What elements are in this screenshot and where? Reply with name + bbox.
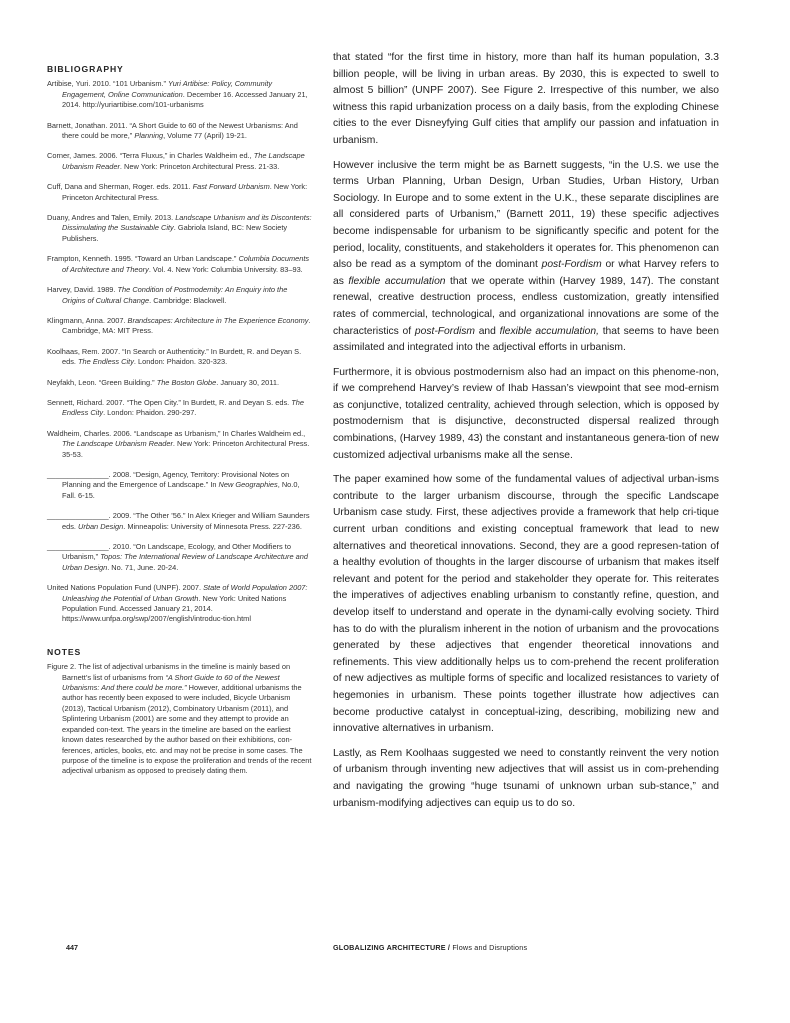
left-column — [47, 64, 312, 777]
bibliography-entry: Barnett, Jonathan. 2011. “A Short Guide to 60 of the Newest Urbanisms: And there could be more,” Planning, Volume 77 (April) 19-21. — [47, 120, 298, 141]
bibliography-entry: Artibise, Yuri. 2010. “101 Urbanism.” Yuri Artibise: Policy, Community Engagement, Online Communication. December 16. Accessed January 21, 2014. http://yuriartibise.com/101-urbanisms — [47, 79, 308, 110]
bibliography-entry: Koolhaas, Rem. 2007. “In Search or Authenticity.” In Burdett, R. and Deyan S. eds. The Endless City. London: Phaidon. 320-323. — [47, 346, 302, 367]
bibliography-entry: _______________. 2008. “Design, Agency, Territory: Provisional Notes on Planning and the Emergence of Landscape.” In New Geographies, No.0, Fall. 6-15. — [47, 469, 300, 500]
note-entry: Figure 2. The list of adjectival urbanisms in the timeline is mainly based on Barnett’s list of urbanisms from “A Short Guide to 60 of the Newest Urbanisms: And there could be more.” However, additional urbanisms the author has recently been exposed to were included, Bicycle Urbanism (2013), Tactical Urbanism (2012), Combinatory Urbanism (2011), and Splintering Urbanism (2001) are some and they attempt to provide an expanded con-text. The years in the timeline are based on the earliest known dates researched by the author based on their exhibitions, con-ferences, articles, books, etc. and may not be precise in some cases. The purpose of the timeline is to expose the proliferation and trends of the recent adjectival urbanism as opposed to precisely dating them. — [47, 662, 312, 776]
bibliography-entry: _______________. 2009. “The Other ’56.” In Alex Krieger and William Saunders eds. Urban Design. Minneapolis: University of Minnesota Press. 227-236. — [47, 511, 310, 531]
bibliography-entry: Corner, James. 2006. “Terra Fluxus,” in Charles Waldheim ed., The Landscape Urbanism Reader. New York: Princeton Architectural Press. 21-33. — [47, 151, 305, 171]
bibliography-entry: Neyfakh, Leon. “Green Building.” The Boston Globe. January 30, 2011. — [47, 377, 279, 387]
bibliography-entry: Duany, Andres and Talen, Emily. 2013. Landscape Urbanism and its Discontents: Dissimulating the Sustainable City. Gabriola Island, BC: New Society Publishers. — [47, 213, 312, 243]
bibliography-entry: Cuff, Dana and Sherman, Roger. eds. 2011. Fast Forward Urbanism. New York: Princeton Architectural Press. — [47, 182, 308, 202]
body-paragraph: However inclusive the term might be as Barnett suggests, “in the U.S. we use the terms Urban Planning, Urban Design, Urban Studies, Urban History, Urban Sociology. In Europe and to some extent in the U.K., these separate disciplines are all considered parts of Urbanism,” (Barnett 2011, 19) these specific adjectives become indispensable for urbanism to be significantly specific and potent for the period, locality, constituents, and stakeholders it operates for. This phenomenon can also be read as a symptom of the dominant post-Fordism or what Harvey refers to as flexible accumulation that we operate within (Harvey 1989, 147). The constant renewal, creative destruction process, endless customization, greatly intensified rates of commercial, technological, and organizational innovations are some of the characteristics of post-Fordism and flexible accumulation, that seems to have been assimilated and integrated into the adjectival efforts in urbanism. — [333, 159, 719, 354]
bibliography-entry: Frampton, Kenneth. 1995. “Toward an Urban Landscape.” Columbia Documents of Architecture and Theory. Vol. 4. New York: Columbia University. 83–93. — [47, 254, 310, 274]
bibliography-entry: United Nations Population Fund (UNPF). 2007. State of World Population 2007: Unleashing the Potential of Urban Growth. New York: United Nations Population Fund. Accessed January 21, 2014. https://www.unfpa.org/swp/2007/english/introduc-tion.html — [47, 583, 308, 624]
body-paragraph: Furthermore, it is obvious postmodernism also had an impact on this phenome-non, if we comprehend Harvey’s review of Ihab Hassan’s viewpoint that see mod-ernism as conjunctive, totalized centrality, achieved through selection, which is opposed by postmodernism that is disjunctive, deconstructed dispersal realized through combinations, (Harvey 1989, 43) the constant and instantaneous genera-tion of new customized adjectival urbanisms make all the sense. — [333, 366, 719, 461]
body-paragraph: The paper examined how some of the fundamental values of adjectival urban-isms contribute to the larger urbanism discourse, through the specific Landscape Urbanism case study. First, these adjectives provide a framework that help cri-tique current urban conditions and existing conceptual framework that lead to new alternatives and theoretical innovations. Second, they are a good represen-tation of a healthy evolution of thoughts in the larger discourse of urbanism that makes itself relevant and potent for the period and stakeholder they operate for. This reiterates the imperatives of adjectives enabling urbanism to constantly refine, question, and develop itself to understand and operate in the dynami-cally evolving society. Third has to do with the pluralism inherent in the notion of urbanism and the provocations generated by these adjectives that engender theoretical innovations and refinements. This view additionally helps us to com-prehend the recent proliferation of new adjectives as multiple forms of specific and localized resistances to variety of hegemonies in urbanism. These points together illustrate how adjectives can become productive catalyst in conceptual-izing, describing, mobilizing new and innovative alternatives in urbanism. — [333, 474, 719, 735]
bibliography-heading: BIBLIOGRAPHY — [47, 64, 124, 74]
bibliography-entry: Sennett, Richard. 2007. “The Open City.” In Burdett, R. and Deyan S. eds. The Endless City. London: Phaidon. 290-297. — [47, 397, 305, 418]
body-text-column — [333, 50, 719, 820]
notes-heading: NOTES — [47, 646, 82, 657]
bibliography-entry: Klingmann, Anna. 2007. Brandscapes: Architecture in The Experience Economy. Cambridge, MA: MIT Press. — [47, 315, 311, 336]
running-head: GLOBALIZING ARCHITECTURE / Flows and Disruptions — [333, 943, 528, 952]
bibliography-entry: Waldheim, Charles. 2006. “Landscape as Urbanism,” In Charles Waldheim ed., The Landscape Urbanism Reader. New York: Princeton Architectural Press. 35-53. — [47, 428, 310, 459]
bibliography-entry: _______________. 2010. “On Landscape, Ecology, and Other Modifiers to Urbanism,” Topos: The International Review of Landscape Architecture and Urban Design. No. 71, June. 20-24. — [47, 542, 308, 572]
body-paragraph: Lastly, as Rem Koolhaas suggested we need to constantly reinvent the very notion of urbanism through inventing new adjectives that will assist us in com-prehending and navigating the growing “huge tsunami of unknown urban sub-stance,” and urbanism-modifying adjectives can equip us to do so. — [333, 747, 719, 809]
page-number: 447 — [66, 943, 78, 952]
body-paragraph: that stated “for the first time in history, more than half its human population, 3.3 billion people, will be living in urban areas. By 2030, this is expected to swell to almost 5 billion” (UNPF 2007). See Figure 2. Irrespective of this number, we also witness this rapid urbanization process on a daily basis, from the exploding Chinese cities to the ever Disneyfying Gulf cities that amplify our passion and infatuation in urbanism. — [333, 52, 719, 146]
bibliography-entry: Harvey, David. 1989. The Condition of Postmodernity: An Enquiry into the Origins of Cultural Change. Cambridge: Blackwell. — [47, 285, 288, 305]
